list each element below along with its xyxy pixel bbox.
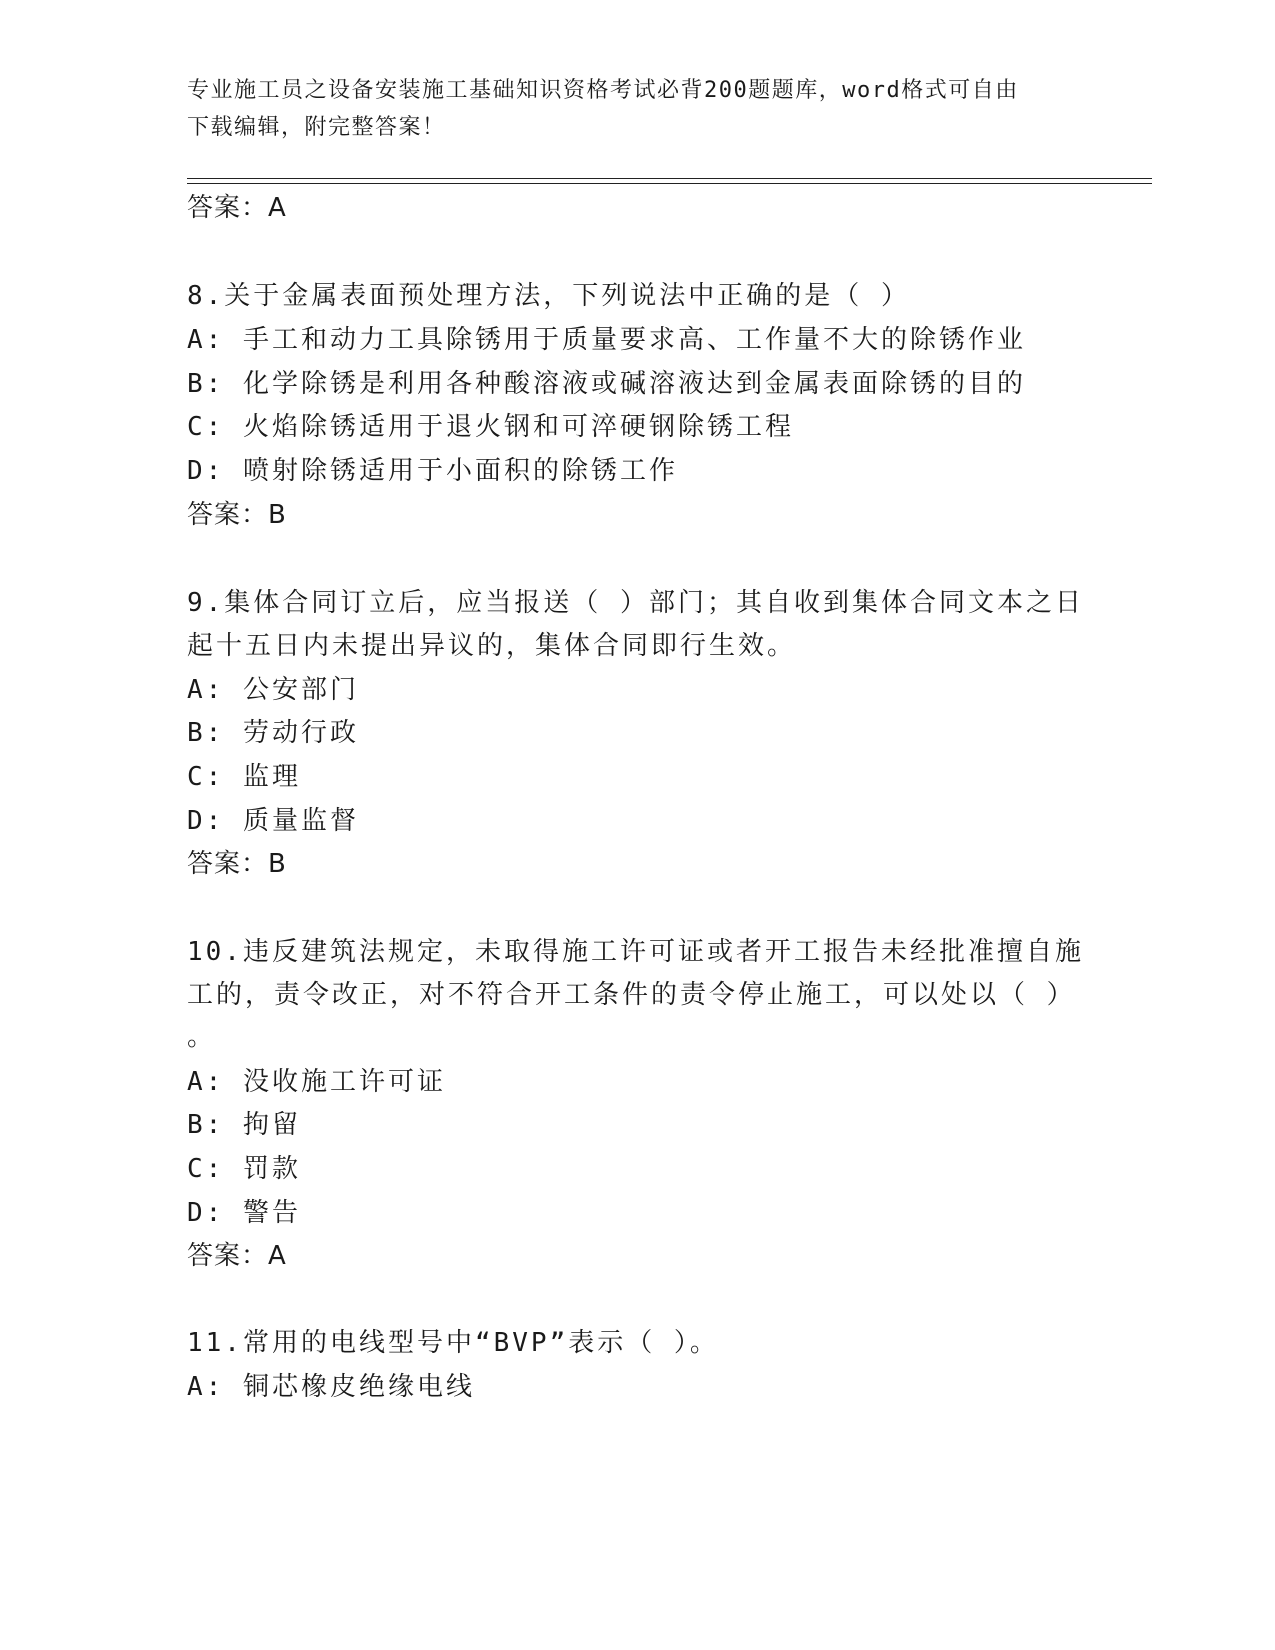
option-b: B: 劳动行政 [187,718,359,748]
document-header [187,72,1067,146]
question-stem: 工的，责令改正，对不符合开工条件的责令停止施工，可以处以（ ） [187,980,1076,1010]
header-line-2: 下载编辑，附完整答案！ [187,115,446,140]
option-d: D: 警告 [187,1198,301,1228]
option-c: C: 监理 [187,762,301,792]
question-stem: 8.关于金属表面预处理方法，下列说法中正确的是（ ） [187,281,910,311]
option-b: B: 化学除锈是利用各种酸溶液或碱溶液达到金属表面除锈的目的 [187,369,1026,399]
header-rule [187,178,1152,179]
option-c: C: 罚款 [187,1154,301,1184]
option-d: D: 质量监督 [187,806,359,836]
answer-line: 答案：B [187,500,287,530]
option-a: A: 铜芯橡皮绝缘电线 [187,1372,475,1402]
question-stem: 11.常用的电线型号中“BVP”表示（ ）。 [187,1328,719,1358]
option-b: B: 拘留 [187,1110,301,1140]
question-stem: 起十五日内未提出异议的，集体合同即行生效。 [187,631,797,661]
question-stem: 10.违反建筑法规定，未取得施工许可证或者开工报告未经批准擅自施 [187,937,1084,967]
answer-line: 答案：A [187,1241,287,1271]
option-d: D: 喷射除锈适用于小面积的除锈工作 [187,456,678,486]
option-a: A: 手工和动力工具除锈用于质量要求高、工作量不大的除锈作业 [187,325,1026,355]
option-a: A: 公安部门 [187,675,359,705]
question-stem: 。 [187,1022,217,1052]
option-c: C: 火焰除锈适用于退火钢和可淬硬钢除锈工程 [187,412,794,442]
header-line-1: 专业施工员之设备安装施工基础知识资格考试必背200题题库，word格式可自由 [187,78,1019,103]
option-a: A: 没收施工许可证 [187,1067,446,1097]
question-stem: 9.集体合同订立后，应当报送（ ）部门；其自收到集体合同文本之日 [187,588,1084,618]
answer-line: 答案：A [187,193,287,223]
header-rule [187,183,1152,184]
answer-line: 答案：B [187,849,287,879]
